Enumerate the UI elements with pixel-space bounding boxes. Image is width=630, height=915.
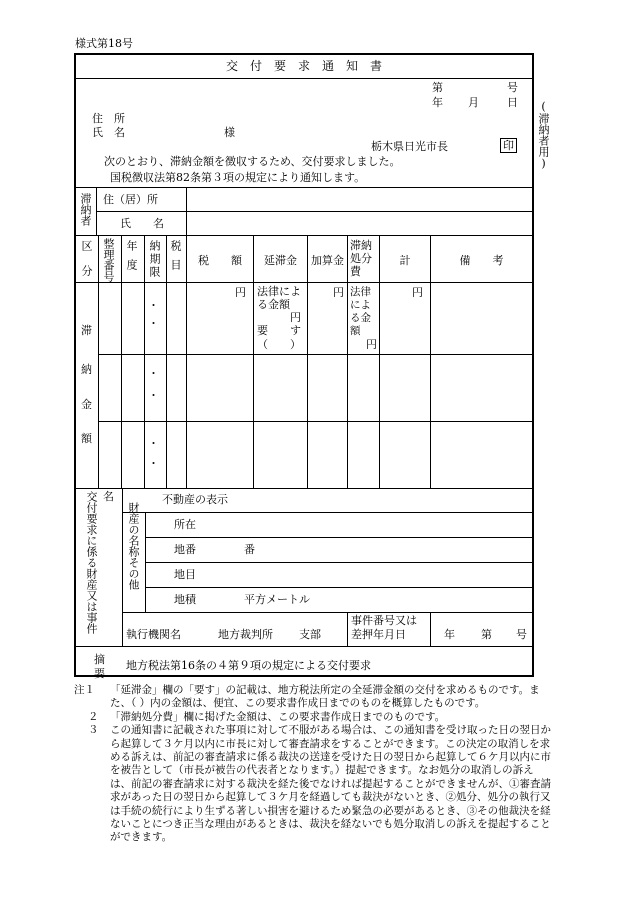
taxpayer-mid [96,211,532,212]
col-zeimoku: 税目 [169,240,182,278]
yen-shobun: 円 [366,338,377,351]
note-3 [74,724,554,845]
prop-shikko-kikan: 執行機関名 [126,628,181,641]
number-dai: 第 [432,81,443,94]
tekiyo-text: 地方税法第16条の４第９項の規定による交付要求 [126,659,371,672]
document-title: 交 付 要 求 通 知 書 [225,59,382,73]
prop-chiban: 地番 [174,543,196,556]
prop-row-1 [122,512,532,513]
col-line-1 [98,235,99,488]
prop-fudosan: 不動産の表示 [162,493,228,506]
prop-sashiosae: 差押年月日 [351,628,406,641]
date-year: 年 [432,96,443,109]
amount-row-2-bottom [98,421,532,422]
dot-1a: ・ [148,299,159,312]
col-line-7 [307,235,308,488]
prop-row-4 [145,587,532,588]
date-month: 月 [468,96,479,109]
side-label: (滞納者用) [537,100,550,170]
body-line-1: 次のとおり、滞納金額を徴収するため、交付要求しました。 [104,155,401,168]
prop-row-3 [145,562,532,563]
note-3-text: この通知書に記載された事項に対して不服がある場合は、この通知書を受け取った日の翌日から起算して３ケ月以内に市長に対して審査請求をすることができます。この決定の取消しを求める訴えは、前記の審査請求に係る裁決の送達を受けた日の翌日から起算して６ケ月以内に市を被告として（市長が被告の代表者となります。）提起できます。なお処分の取消しの訴えは、前記の審査請求に対する裁決を経た後でなければ提起することができませんが、①審査請求があった日の翌日から起算して３ケ月を経過しても裁決がないとき、②処分、処分の執行又は手続の続行により生ずる著しい損害を避けるため緊急の必要があるとき、③その他裁決を経ないことにつき正当な理由があるときは、裁決を経ないでも処分取消しの訴えを提起することができます。 [110,724,551,844]
prop-shozai: 所在 [174,518,196,531]
col-biko: 備 考 [459,254,504,267]
prop-name-label: 名 [103,490,114,503]
entai-text-4: 要 す [257,324,301,337]
prop-heiho: 平方メートル [244,593,310,606]
yen-zeigaku: 円 [235,286,246,299]
number-go: 号 [507,81,518,94]
col-line-6 [253,235,254,488]
dot-3a: ・ [148,437,159,450]
col-seiri-bango: 整理番号 [102,238,115,282]
col-line-3 [144,235,145,488]
body-line-2: 国税徴収法第82条第３項の規定により通知します。 [110,171,366,184]
frame-top [74,53,534,55]
prop-chiseki: 地積 [174,593,196,606]
col-line-2 [121,235,122,488]
entai-text-1: 法律によ [257,285,301,298]
taxpayer-vline-2 [186,187,187,235]
frame-right [532,53,534,677]
entai-text-5: （ ） [257,338,301,351]
col-line-8 [347,235,348,488]
prop-inner-label: 財産の名称その他 [127,502,140,590]
notes [74,684,554,845]
date-day: 日 [507,96,518,109]
col-nokigen: 納期限 [148,240,161,279]
yen-kei: 円 [412,286,423,299]
prop-chiho-saibansho: 地方裁判所 [218,628,273,641]
dot-3b: ・ [148,457,159,470]
col-zeigaku: 税 額 [198,254,242,267]
name-label: 氏 名 [92,126,125,139]
amount-label-1: 滞 [81,324,92,337]
col-line-5 [186,235,187,488]
taxpayer-top [76,187,532,188]
amount-section-bottom [76,488,532,489]
note-2-text: 「滞納処分費」欄に掲げた金額は、この要求書作成日までのものです。 [110,710,446,723]
taxpayer-name-label: 氏 名 [120,217,164,230]
frame-bottom [74,675,534,677]
prop-jiken-bango: 事件番号又は [351,614,417,627]
honorific: 様 [224,126,235,139]
seal-mark: 印 [500,138,517,153]
note-1 [74,684,554,711]
col-kasankin: 加算金 [311,254,344,267]
col-kubun [81,240,92,290]
prop-nen: 年 [444,628,455,641]
amount-label-4: 額 [81,432,92,445]
note-2-num: ２ [88,710,99,723]
col-line-10 [430,235,431,488]
yen-kasankin: 円 [333,286,344,299]
prop-vline-3 [347,612,348,646]
form-number: 様式第18号 [75,37,133,50]
prop-ban: 番 [244,543,255,556]
entai-text-2: る金額 [257,298,290,311]
col-shobunhi: 滞納処分費 [350,239,372,278]
prop-outer-label: 交付要求に係る財産又は事件 [85,491,98,634]
prop-dai: 第 [481,628,492,641]
col-nendo: 年度 [125,240,138,278]
col-kei: 計 [399,254,411,267]
amount-label-3: 金 [81,398,92,411]
note-2 [74,711,554,724]
taxpayer-vline-1 [96,187,97,235]
prop-row-2 [145,537,532,538]
seal [500,140,517,152]
address-label: 住 所 [92,112,125,125]
dot-2b: ・ [148,389,159,402]
frame-left [74,53,76,677]
dot-1b: ・ [148,317,159,330]
note-1-num: 注１ [74,684,95,696]
prop-bottom [76,646,532,647]
prop-vline-4 [430,612,431,646]
shobun-text: 法律による金額 [350,286,371,337]
amount-row-1-bottom [98,354,532,355]
issuer: 栃木県日光市長 [371,140,448,153]
col-line-9 [379,235,380,488]
note-1-text: 「延滞金」欄の「要す」の記載は、地方税法所定の全延滞金額の交付を求めるものです。また、（ ）内の金額は、便宜、この要求書作成日までのものを概算したものです。 [110,684,540,710]
prop-go: 号 [516,628,527,641]
col-kubun-text: 区分 [80,240,93,290]
title-divider [76,78,532,79]
tekiyo-label: 摘要 [94,653,105,680]
taxpayer-address-label: 住（居）所 [103,193,158,206]
col-entaikin: 延滞金 [264,254,297,267]
prop-row-5 [122,612,532,613]
entai-text-3: 円 [290,311,301,324]
dot-2a: ・ [148,367,159,380]
prop-chimoku: 地目 [174,568,196,581]
amount-label-2: 納 [81,363,92,376]
col-line-4 [166,235,167,488]
prop-shibu: 支部 [299,628,321,641]
note-3-num: ３ [88,724,99,737]
taxpayer-label: 滞納者 [79,193,92,226]
